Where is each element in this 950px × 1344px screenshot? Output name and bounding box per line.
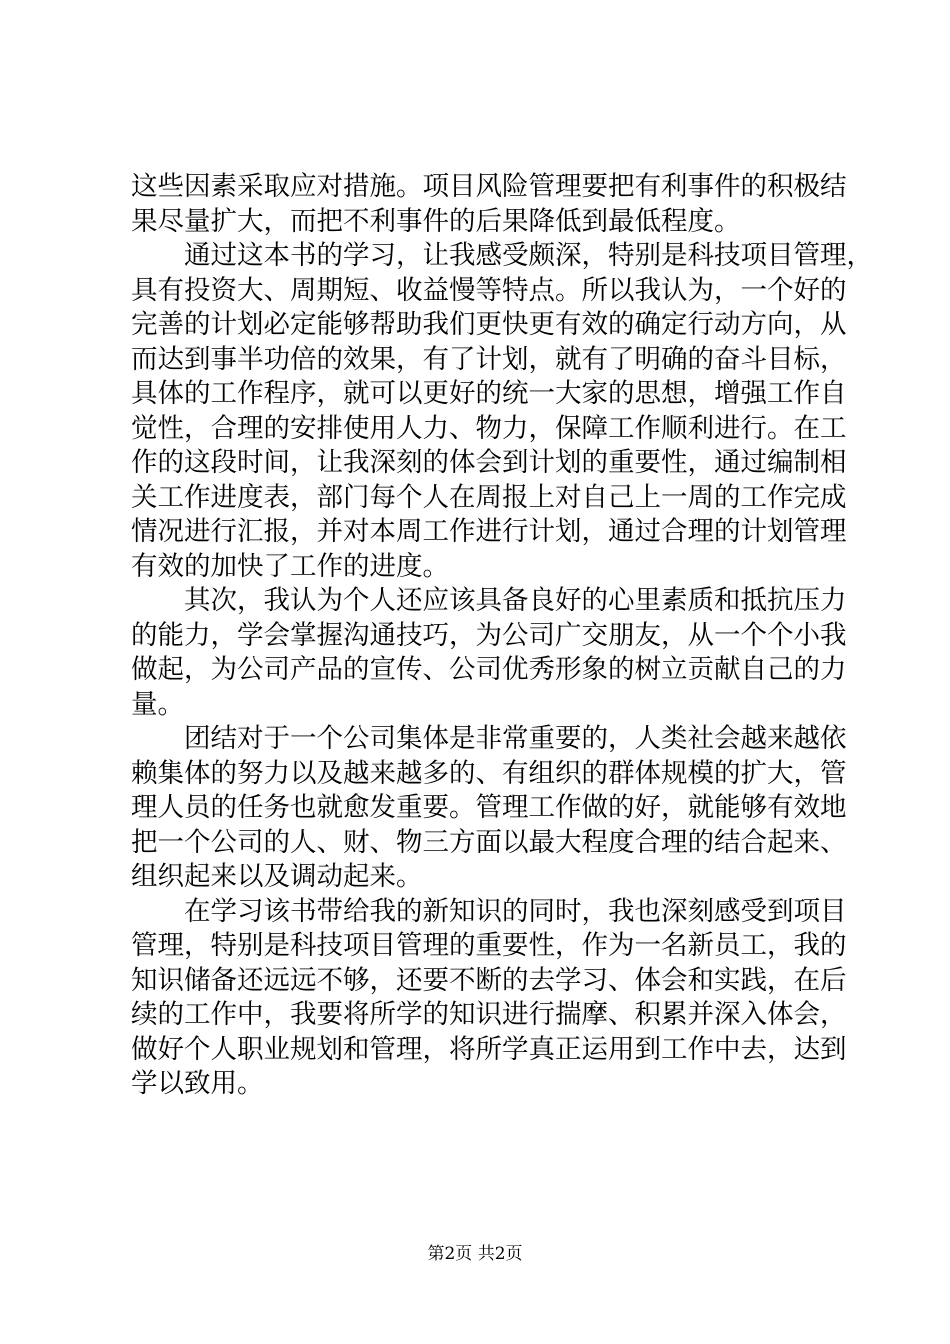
text-line: 团结对于一个公司集体是非常重要的，人类社会越来越依 (184, 723, 847, 754)
text-line: 具有投资大、周期短、收益慢等特点。所以我认为，一个好的 (131, 274, 847, 306)
text-line: 知识储备还远远不够，还要不断的去学习、体会和实践，在后 (131, 964, 847, 996)
text-line: 理人员的任务也就愈发重要。管理工作做的好，就能够有效地 (131, 792, 847, 823)
text-line: 管理，特别是科技项目管理的重要性，作为一名新员工，我的 (131, 930, 847, 961)
text-line: 情况进行汇报，并对本周工作进行计划，通过合理的计划管理 (131, 516, 847, 547)
text-line: 在学习该书带给我的新知识的同时，我也深刻感受到项目 (184, 895, 847, 927)
text-line: 作的这段时间，让我深刻的体会到计划的重要性，通过编制相 (131, 447, 847, 478)
text-line: 做好个人职业规划和管理，将所学真正运用到工作中去，达到 (131, 1033, 847, 1065)
text-line: 做起，为公司产品的宣传、公司优秀形象的树立贡献自己的力 (131, 654, 847, 685)
text-line: 其次，我认为个人还应该具备良好的心里素质和抵抗压力 (184, 585, 847, 616)
text-line: 学以致用。 (131, 1068, 264, 1099)
text-line: 通过这本书的学习，让我感受颇深，特别是科技项目管理， (184, 240, 873, 271)
text-line: 这些因素采取应对措施。项目风险管理要把有利事件的积极结 (131, 171, 847, 202)
text-line: 而达到事半功倍的效果，有了计划，就有了明确的奋斗目标， (131, 343, 847, 375)
text-line: 有效的加快了工作的进度。 (131, 550, 449, 582)
text-line: 量。 (131, 688, 184, 720)
text-line: 关工作进度表，部门每个人在周报上对自己上一周的工作完成 (131, 481, 847, 513)
text-line: 续的工作中，我要将所学的知识进行揣摩、积累并深入体会， (131, 999, 847, 1030)
text-line: 完善的计划必定能够帮助我们更快更有效的确定行动方向，从 (131, 309, 847, 340)
text-line: 的能力，学会掌握沟通技巧，为公司广交朋友，从一个个小我 (131, 619, 847, 651)
text-line: 赖集体的努力以及越来越多的、有组织的群体规模的扩大，管 (131, 757, 847, 789)
text-line: 觉性，合理的安排使用人力、物力，保障工作顺利进行。在工 (131, 412, 847, 444)
text-line: 把一个公司的人、财、物三方面以最大程度合理的结合起来、 (131, 826, 847, 858)
page-number-footer: 第2页 共2页 (427, 1244, 523, 1264)
text-line: 果尽量扩大，而把不利事件的后果降低到最低程度。 (131, 205, 741, 237)
document-body (131, 170, 873, 1102)
text-line: 具体的工作程序，就可以更好的统一大家的思想，增强工作自 (131, 378, 847, 409)
text-line: 组织起来以及调动起来。 (131, 861, 423, 892)
